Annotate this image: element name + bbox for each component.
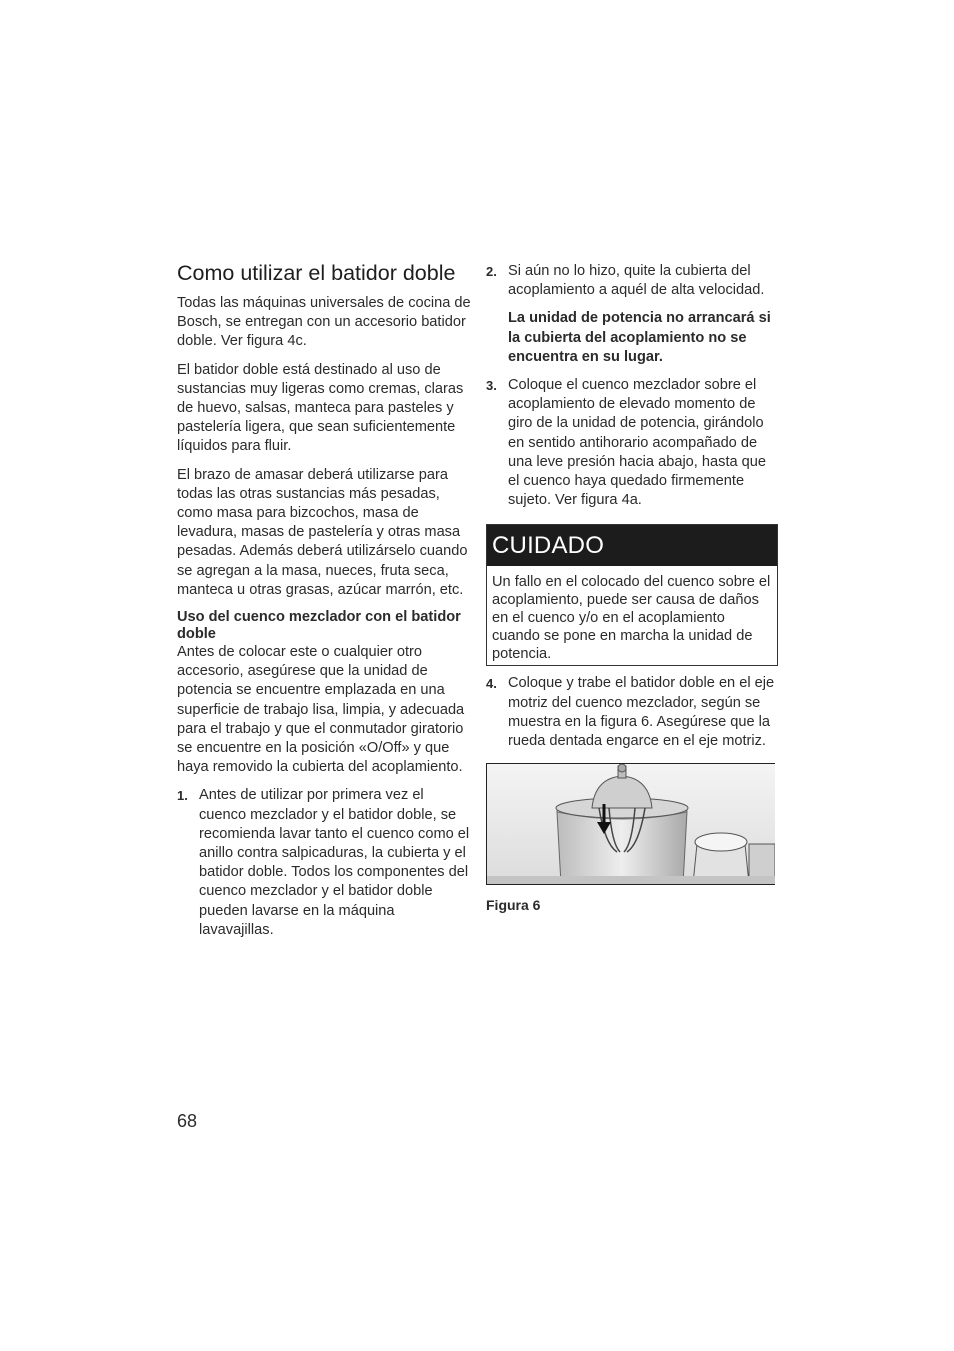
- step-1: [177, 786, 473, 940]
- usage-paragraph: El batidor doble está destinado al uso de sustancias muy ligeras como cremas, claras de huevo, salsas, manteca para pasteles y pastelería ligera, que sean suficientemente líquidos para fluir.: [177, 361, 464, 455]
- kneading-arm-paragraph: El brazo de amasar deberá utilizarse para todas las otras sustancias más pesadas, como masa para bizcochos, masa de levadura, masas de pastelería y otras masa pesadas. Además deberá utilizárselo cuando se agregan a la masa, nueces, fruta seca, manteca u otras grasas, azúcar marrón, etc.: [177, 466, 468, 598]
- intro-paragraph: Todas las máquinas universales de cocina de Bosch, se entregan con un accesorio batidor doble. Ver figura 4c.: [177, 295, 471, 350]
- mixer-bowl-illustration: [487, 764, 775, 884]
- preparation-paragraph: Antes de colocar este o cualquier otro accesorio, asegúrese que la unidad de potencia se encuentre emplazada en una superficie de trabajo lisa, limpia, y adecuada para el trabajo y que el conmutador giratorio se encuentre en la posición «O/Off» y que haya removido la cubierta del acoplamiento.: [177, 644, 465, 776]
- left-column: [177, 262, 473, 940]
- page-number: 68: [177, 1111, 198, 1131]
- step-text: Antes de utilizar por primera vez el cuenco mezclador y el batidor doble, se recomienda lavar tanto el cuenco como el anillo contra salpicaduras, la cubierta y el batidor doble. Todos los componentes del cuenco mezclador y el batidor doble pueden lavarse en la máquina lavavajillas.: [199, 787, 470, 938]
- step-number: 1.: [177, 788, 188, 804]
- warning-text: Un fallo en el colocado del cuenco sobre el acoplamiento, puede ser causa de daños en el cuenco y/o en el acoplamiento cuando se pone en marcha la unidad de potencia.: [492, 574, 771, 663]
- step-text: Coloque y trabe el batidor doble en el eje motriz del cuenco mezclador, según se muestra en la figura 6. Asegúrese que la rueda dentada engarce en el eje motriz.: [508, 675, 775, 750]
- subsection-heading: Uso del cuenco mezclador con el batidor doble: [177, 609, 461, 643]
- warning-box: [486, 524, 778, 666]
- step-text: Coloque el cuenco mezclador sobre el acoplamiento de elevado momento de giro de la unidad de potencia, girándolo en sentido antihorario acompañado de una leve presión hacia abajo, hasta que el cuenco haya quedado firmemente sujeto. Ver figura 4a.: [508, 377, 767, 509]
- section-title: Como utilizar el batidor doble: [177, 261, 456, 285]
- step-number: 3.: [486, 378, 497, 394]
- figure-caption: Figura 6: [486, 897, 541, 914]
- step-2: [486, 262, 778, 300]
- right-column: [486, 262, 778, 913]
- warning-title: CUIDADO: [487, 525, 777, 566]
- step-number: 4.: [486, 676, 497, 692]
- step-text: Si aún no lo hizo, quite la cubierta del acoplamiento a aquél de alta velocidad.: [508, 263, 765, 299]
- bold-note: La unidad de potencia no arrancará si la cubierta del acoplamiento no se encuentra en su lugar.: [508, 310, 771, 365]
- step-number: 2.: [486, 264, 497, 279]
- step-4: [486, 674, 778, 751]
- step-3: [486, 376, 778, 510]
- figure-6-illustration: [486, 763, 775, 885]
